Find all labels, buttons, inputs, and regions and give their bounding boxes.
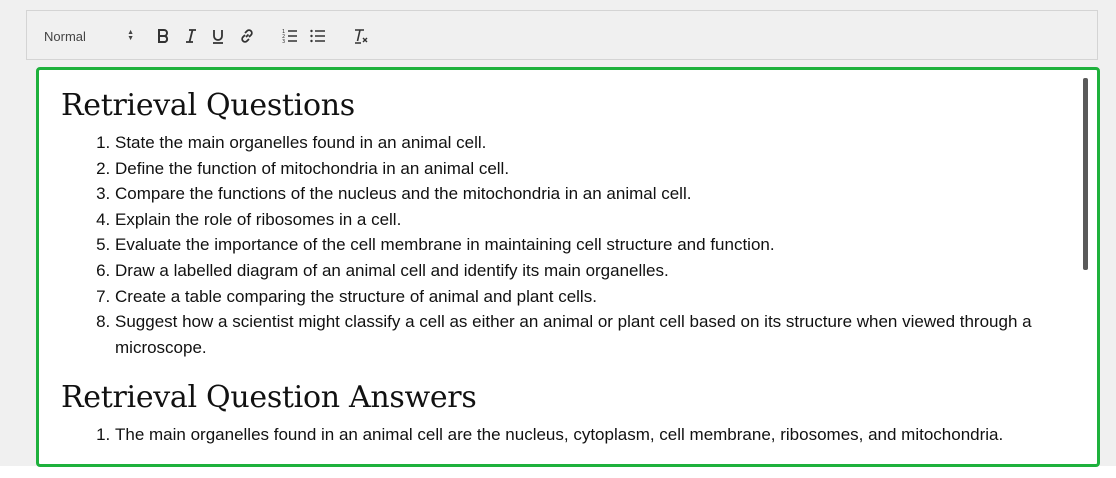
clear-format-button[interactable]: [350, 11, 372, 61]
ordered-list-icon: [282, 28, 298, 44]
svg-text:3: 3: [282, 39, 286, 44]
editor-content: [61, 86, 1081, 448]
svg-text:1: 1: [282, 29, 286, 35]
section-heading-questions: Retrieval Questions: [61, 88, 355, 123]
section-heading-answers: Retrieval Question Answers: [61, 380, 477, 416]
paragraph-spacer: [61, 360, 1081, 378]
questions-list: [61, 130, 1081, 360]
list-item: 8. Suggest how a scientist might classify a cell as either an animal or plant cell based on its structure when viewed through a microscope.: [115, 309, 1081, 360]
link-button[interactable]: [236, 11, 258, 61]
italic-button[interactable]: [181, 11, 201, 61]
underline-icon: [211, 28, 225, 45]
list-item: 3. Compare the functions of the nucleus and the mitochondria in an animal cell.: [115, 181, 1081, 207]
clear-format-icon: [353, 28, 369, 44]
list-item: 7. Create a table comparing the structure of animal and plant cells.: [115, 284, 1081, 310]
answers-list: [61, 422, 1081, 448]
italic-icon: [184, 28, 198, 44]
bold-button[interactable]: [153, 11, 173, 61]
bold-icon: [156, 28, 170, 44]
underline-button[interactable]: [208, 11, 228, 61]
page-background-strip: [0, 466, 1116, 478]
list-item: 5. Evaluate the importance of the cell membrane in maintaining cell structure and function.: [115, 232, 1081, 258]
link-icon: [239, 28, 255, 44]
format-select[interactable]: [44, 11, 134, 61]
list-item: 1. State the main organelles found in an animal cell.: [115, 130, 1081, 156]
format-select-value: Normal: [44, 28, 86, 44]
list-item: 1. The main organelles found in an animal cell are the nucleus, cytoplasm, cell membrane, ribosomes, and mitochondria.: [115, 422, 1081, 448]
list-item: 4. Explain the role of ribosomes in a cell.: [115, 207, 1081, 233]
editor-area[interactable]: [36, 67, 1100, 467]
editor-toolbar: [26, 10, 1098, 60]
vertical-scrollbar[interactable]: [1083, 78, 1088, 270]
select-arrows-icon: ▲ ▼: [127, 29, 134, 42]
list-item: 2. Define the function of mitochondria in an animal cell.: [115, 156, 1081, 182]
svg-text:2: 2: [282, 34, 286, 40]
list-item: 6. Draw a labelled diagram of an animal cell and identify its main organelles.: [115, 258, 1081, 284]
bullet-list-button[interactable]: [307, 11, 329, 61]
bullet-list-icon: [310, 28, 326, 44]
ordered-list-button[interactable]: [279, 11, 301, 61]
